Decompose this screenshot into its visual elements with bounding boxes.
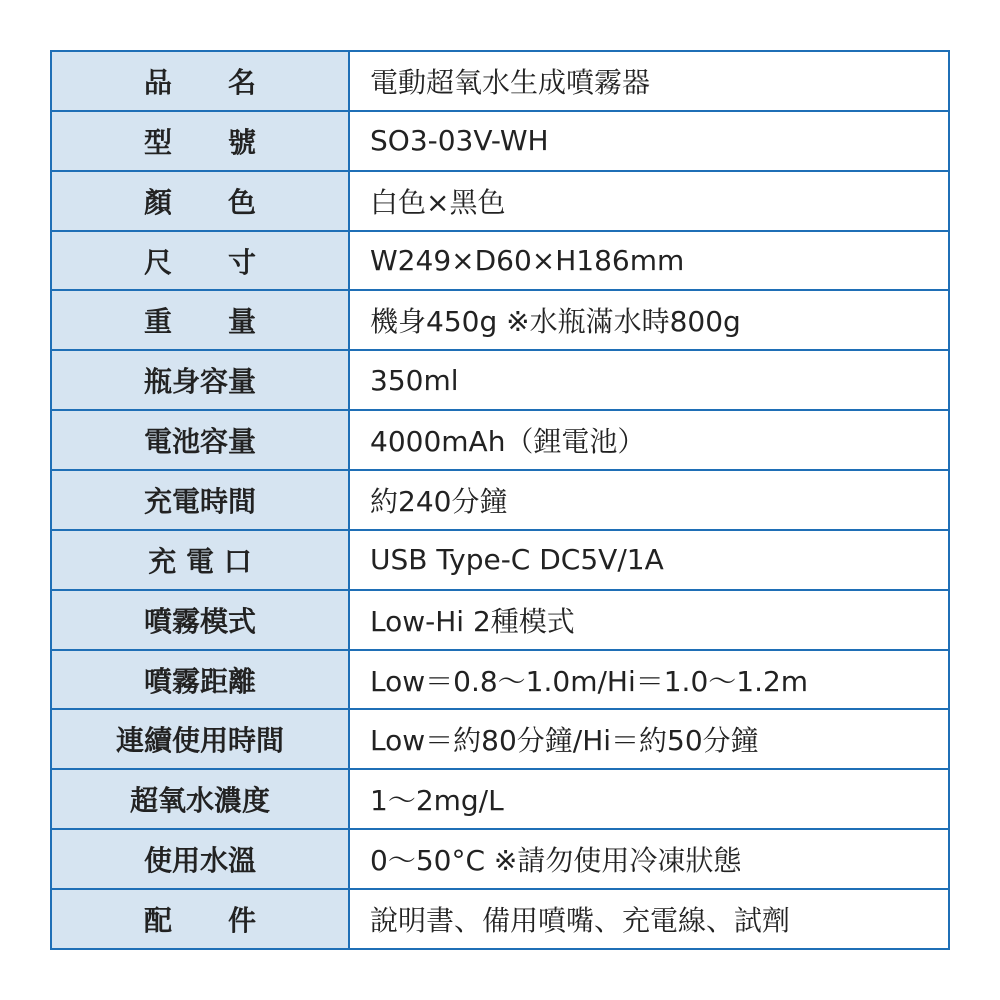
spec-row-battery-capacity (52, 411, 948, 471)
spec-label: 充電時間 (52, 471, 350, 529)
spec-value: 機身450g ※水瓶滿水時800g (370, 305, 741, 339)
spec-row-spray-mode (52, 591, 948, 651)
spec-label: 品 名 (52, 52, 350, 110)
spec-value: 350ml (370, 363, 459, 397)
spec-row-charge-port (52, 531, 948, 591)
spec-value: Low＝0.8～1.0m/Hi＝1.0～1.2m (370, 664, 809, 698)
spec-label: 連續使用時間 (52, 710, 350, 768)
spec-row-ozone-concentration (52, 770, 948, 830)
spec-value: 4000mAh（鋰電池） (370, 425, 646, 459)
spec-value: 約240分鐘 (370, 484, 508, 518)
spec-label: 顏 色 (52, 172, 350, 230)
spec-row-continuous-use-time (52, 710, 948, 770)
spec-value: USB Type-C DC5V/1A (370, 543, 664, 577)
spec-value: W249×D60×H186mm (370, 244, 685, 277)
spec-row-charge-time (52, 471, 948, 531)
spec-label: 充 電 口 (52, 531, 350, 589)
spec-label: 噴霧距離 (52, 651, 350, 709)
spec-label: 配 件 (52, 890, 350, 948)
spec-row-water-temperature (52, 830, 948, 890)
spec-row-product-name (52, 52, 948, 112)
spec-label: 噴霧模式 (52, 591, 350, 649)
spec-label: 尺 寸 (52, 232, 350, 290)
spec-value: 電動超氧水生成噴霧器 (370, 65, 651, 99)
spec-row-bottle-capacity (52, 351, 948, 411)
spec-label: 超氧水濃度 (52, 770, 350, 828)
spec-label: 電池容量 (52, 411, 350, 469)
spec-table (50, 50, 950, 950)
spec-row-model (52, 112, 948, 172)
spec-value: 0～50°C ※請勿使用冷凍狀態 (370, 844, 742, 878)
spec-label: 重 量 (52, 291, 350, 349)
spec-value: SO3-03V-WH (370, 124, 549, 158)
spec-row-dimensions (52, 232, 948, 292)
spec-value: Low＝約80分鐘/Hi＝約50分鐘 (370, 724, 759, 758)
spec-row-spray-distance (52, 651, 948, 711)
spec-label: 使用水溫 (52, 830, 350, 888)
spec-value: Low-Hi 2種模式 (370, 604, 575, 638)
spec-label: 型 號 (52, 112, 350, 170)
spec-label: 瓶身容量 (52, 351, 350, 409)
spec-value: 白色×黑色 (370, 185, 506, 219)
spec-row-accessories (52, 890, 948, 948)
spec-value: 說明書、備用噴嘴、充電線、試劑 (370, 903, 791, 937)
spec-value: 1～2mg/L (370, 784, 504, 818)
spec-row-color (52, 172, 948, 232)
spec-row-weight (52, 291, 948, 351)
